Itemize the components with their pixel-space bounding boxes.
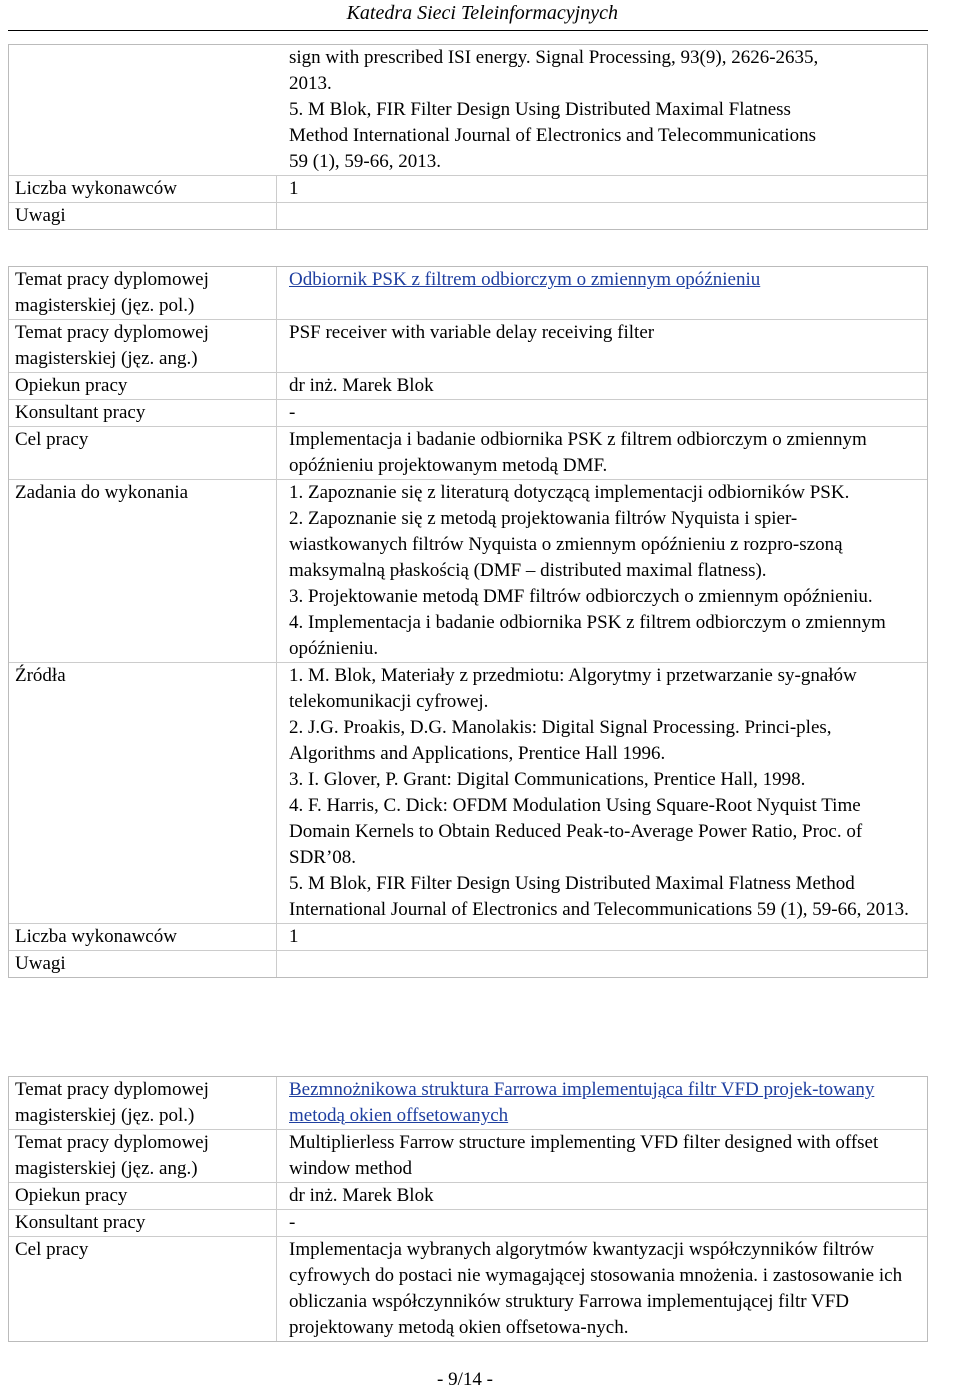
empty-label [9,45,277,175]
task-item: 3. Projektowanie metodą DMF filtrów odbiorczych o zmiennym opóźnieniu. [289,586,873,607]
topic-pl-row [9,1077,927,1129]
notes-row [9,950,927,977]
thesis-table-farrow [8,1076,928,1342]
topic-en-value: Multiplierless Farrow structure implementing VFD filter designed with offset window method [289,1132,879,1179]
notes-label: Uwagi [9,951,277,977]
consultant-row [9,1209,927,1236]
consultant-value: - [289,402,296,423]
notes-value [277,203,927,229]
tasks-list [277,480,927,662]
count-value: 1 [289,926,299,947]
goal-value: Implementacja wybranych algorytmów kwantyzacji współczynników filtrów cyfrowych do postaci nie wymagającej stosowania mnożenia. i zastosowanie ich obliczania współczynników struktury Farrowa implementującej filtr VFD projektowany metodą okien offsetowa-nych. [289,1239,903,1338]
page-number: - 9/14 - [437,1369,493,1390]
topic-en-label: Temat pracy dyplomowej magisterskiej (jęz. ang.) [9,320,277,372]
count-value: 1 [289,178,299,199]
sources-row-continued [9,45,927,175]
tasks-row [9,479,927,662]
topic-pl-label: Temat pracy dyplomowej magisterskiej (jęz. pol.) [9,267,277,319]
count-label: Liczba wykonawców [9,924,277,950]
goal-row [9,1236,927,1341]
goal-value: Implementacja i badanie odbiornika PSK z filtrem odbiorczym o zmiennym opóźnieniu projektowanym metodą DMF. [289,429,867,476]
consultant-value: - [289,1212,296,1233]
source-item: 2. J.G. Proakis, D.G. Manolakis: Digital Signal Processing. Princi-ples, Algorithms and Applications, Prentice Hall 1996. [289,717,832,764]
notes-label: Uwagi [9,203,277,229]
page-header: Katedra Sieci Teleinformacyjnych [346,2,618,24]
sources-label: Źródła [9,663,277,923]
notes-value [277,951,927,977]
thesis-table-psk [8,266,928,978]
sources-continuation: sign with prescribed ISI energy. Signal Processing, 93(9), 2626-2635, 2013. 5. M Blok, FIR Filter Design Using Distributed Maximal Flatness Method International Journal of Electronics and Telecommunications 59 (1), 59-66, 2013. [289,47,819,172]
supervisor-label: Opiekun pracy [9,373,277,399]
goal-row [9,426,927,479]
topic-en-value: PSF receiver with variable delay receiving filter [289,322,655,343]
supervisor-label: Opiekun pracy [9,1183,277,1209]
notes-row [9,202,927,229]
topic-en-row [9,319,927,372]
consultant-row [9,399,927,426]
topic-pl-link[interactable]: Odbiornik PSK z filtrem odbiorczym o zmiennym opóźnieniu [289,269,761,290]
count-row [9,923,927,950]
source-item: 3. I. Glover, P. Grant: Digital Communications, Prentice Hall, 1998. [289,769,806,790]
sources-row [9,662,927,923]
source-item: 4. F. Harris, C. Dick: OFDM Modulation Using Square-Root Nyquist Time Domain Kernels to Obtain Reduced Peak-to-Average Power Ratio, Proc. of SDR’08. [289,795,863,868]
task-item: 2. Zapoznanie się z metodą projektowania filtrów Nyquista i spier-wiastkowanych filtrów Nyquista o zmiennym opóźnieniu z rozpro-szoną maksymalną płaskością (DMF – distributed maximal flatness). [289,508,843,581]
thesis-table-continued [8,44,928,230]
task-item: 1. Zapoznanie się z literaturą dotyczącą implementacji odbiorników PSK. [289,482,850,503]
count-label: Liczba wykonawców [9,176,277,202]
topic-pl-value [277,267,927,319]
topic-pl-label: Temat pracy dyplomowej magisterskiej (jęz. pol.) [9,1077,277,1129]
header-rule [8,30,928,31]
count-row [9,175,927,202]
topic-pl-row [9,267,927,319]
supervisor-value: dr inż. Marek Blok [289,375,434,396]
consultant-label: Konsultant pracy [9,400,277,426]
goal-label: Cel pracy [9,1237,277,1341]
source-item: 5. M Blok, FIR Filter Design Using Distributed Maximal Flatness Method International Journal of Electronics and Telecommunications 59 (1), 59-66, 2013. [289,873,909,920]
supervisor-row [9,372,927,399]
supervisor-row [9,1182,927,1209]
tasks-label: Zadania do wykonania [9,480,277,662]
consultant-label: Konsultant pracy [9,1210,277,1236]
goal-label: Cel pracy [9,427,277,479]
sources-list [277,663,927,923]
supervisor-value: dr inż. Marek Blok [289,1185,434,1206]
source-item: 1. M. Blok, Materiały z przedmiotu: Algorytmy i przetwarzanie sy-gnałów telekomunikacji cyfrowej. [289,665,857,712]
topic-pl-value [277,1077,927,1129]
topic-en-label: Temat pracy dyplomowej magisterskiej (jęz. ang.) [9,1130,277,1182]
topic-pl-link[interactable]: Bezmnożnikowa struktura Farrowa implementująca filtr VFD projek-towany metodą okien offsetowanych [289,1079,875,1126]
topic-en-row [9,1129,927,1182]
task-item: 4. Implementacja i badanie odbiornika PSK z filtrem odbiorczym o zmiennym opóźnieniu. [289,612,886,659]
